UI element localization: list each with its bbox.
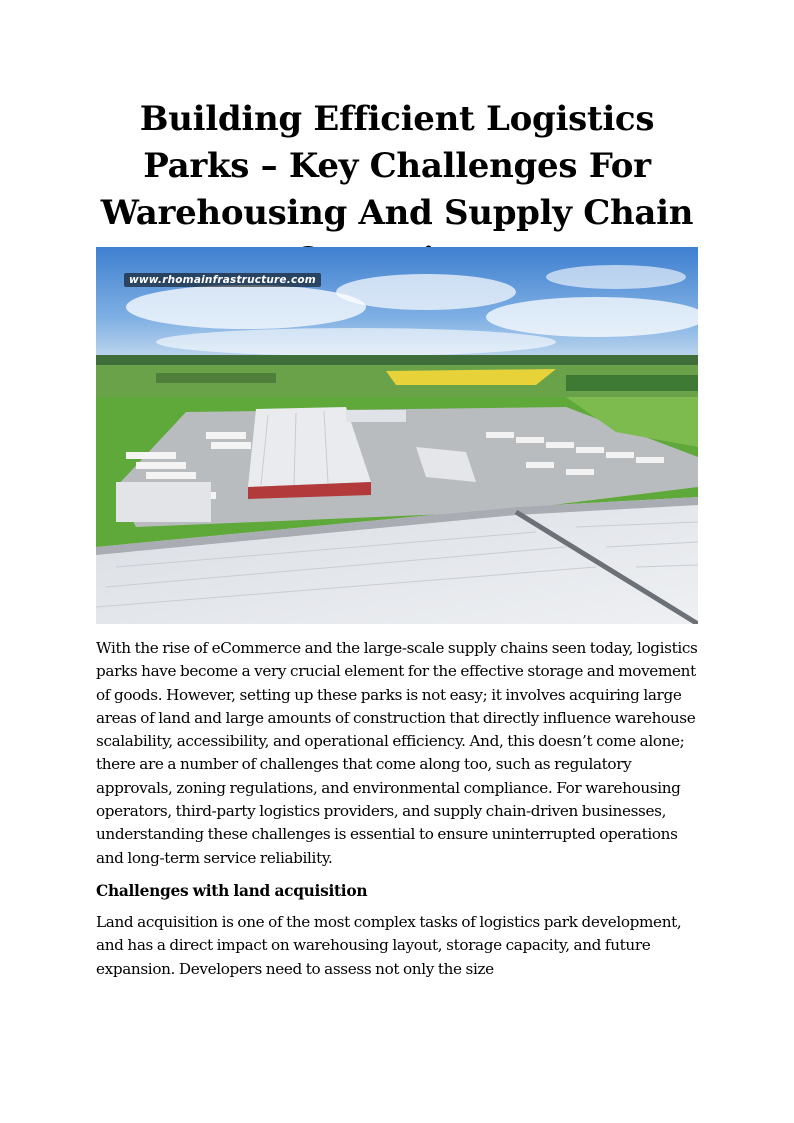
website-watermark: www.rhomainfrastructure.com (124, 273, 321, 287)
intro-paragraph: With the rise of eCommerce and the large-scale supply chains seen today, logistics parks have become a very crucial element for the effective storage and movement of goods. However, setting up these parks is not easy; it involves acquiring large areas of land and large amounts of construction that directly influence warehouse scalability, accessibility, and operational efficiency. And, this doesn’t come alone; there are a number of challenges that come along too, such as regulatory approvals, zoning regulations, and environmental compliance. For warehousing operators, third-party logistics providers, and supply chain-driven businesses, understanding these challenges is essential to ensure uninterrupted operations and long-term service reliability. (96, 639, 698, 867)
document-page (96, 0, 698, 978)
section-heading: Challenges with land acquisition (96, 881, 368, 900)
article-title: Building Efficient Logistics Parks – Key Challenges For Warehousing And Supply Chain (100, 99, 694, 233)
section-paragraph: Land acquisition is one of the most complex tasks of logistics park development, and has a direct impact on warehousing layout, storage capacity, and future expansion. Developers need to assess not only the size (96, 912, 682, 978)
article-body (96, 637, 698, 981)
logistics-park-aerial-photo (96, 247, 698, 624)
